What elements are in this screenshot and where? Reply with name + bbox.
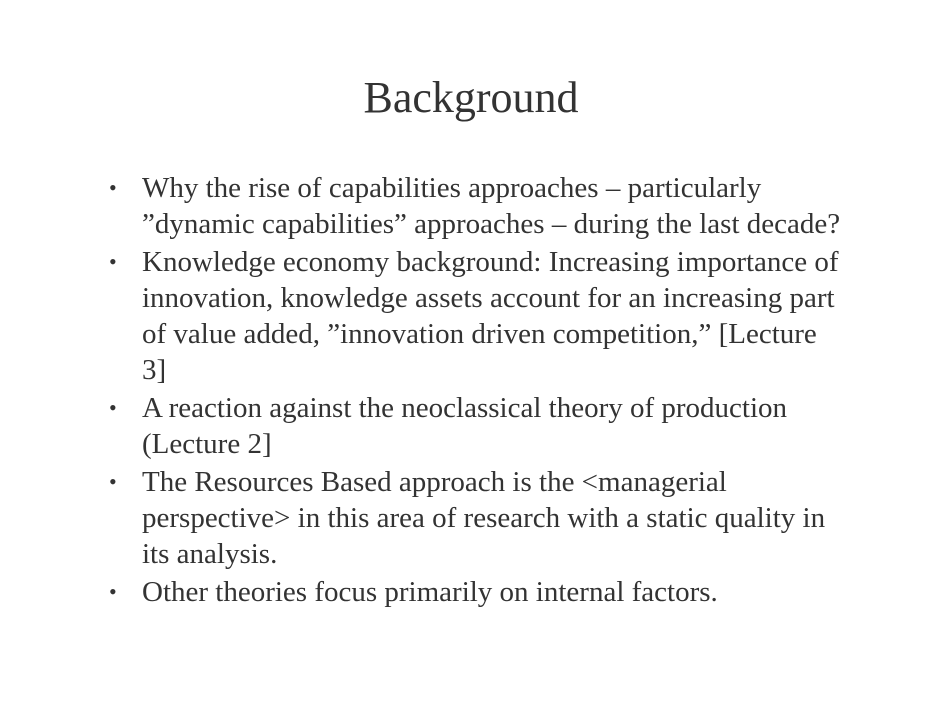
- bullet-item: [106, 574, 846, 610]
- bullet-list: [106, 170, 846, 612]
- slide-title: Background: [363, 73, 579, 122]
- bullet-icon: •: [109, 395, 117, 420]
- bullet-text: Knowledge economy background: Increasing importance of innovation, knowledge assets account for an increasing part of value added, ”innovation driven competition,” [Lecture 3]: [142, 246, 839, 386]
- bullet-text: Why the rise of capabilities approaches – particularly ”dynamic capabilities” approaches – during the last decade?: [142, 172, 841, 240]
- bullet-item: [106, 390, 846, 462]
- bullet-item: [106, 170, 846, 242]
- bullet-text: Other theories focus primarily on internal factors.: [142, 576, 718, 608]
- bullet-text: The Resources Based approach is the <managerial perspective> in this area of research with a static quality in its analysis.: [142, 466, 826, 570]
- bullet-icon: •: [109, 249, 117, 274]
- bullet-item: [106, 464, 846, 572]
- bullet-icon: •: [109, 175, 117, 200]
- bullet-text: A reaction against the neoclassical theory of production (Lecture 2]: [142, 392, 788, 460]
- bullet-icon: •: [109, 579, 117, 604]
- bullet-item: [106, 244, 846, 388]
- bullet-icon: •: [109, 469, 117, 494]
